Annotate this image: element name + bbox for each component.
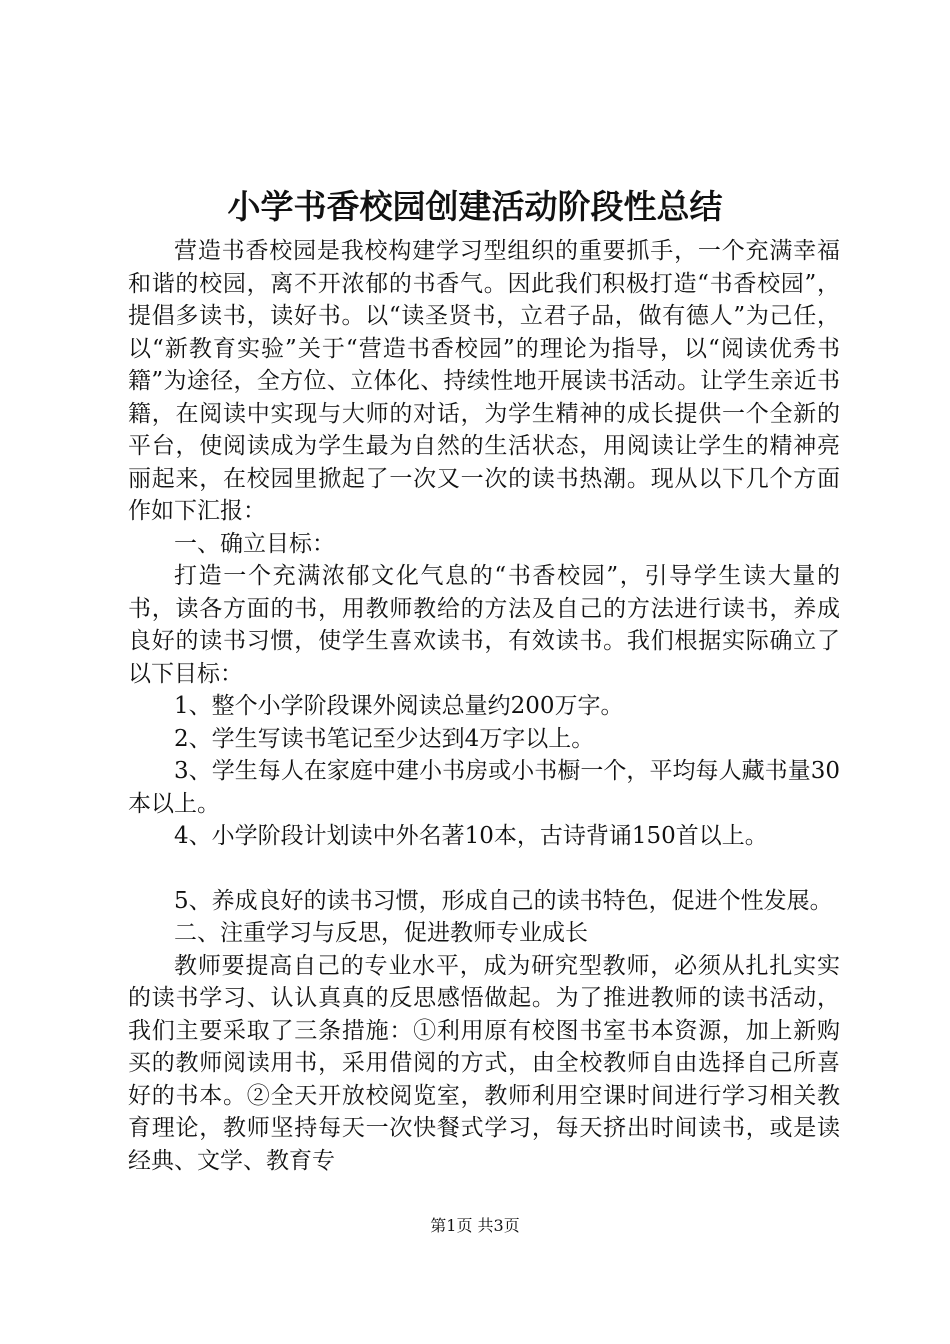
document-title: 小学书香校园创建活动阶段性总结 <box>227 187 723 226</box>
page-indicator: 第1页 共3页 <box>430 1216 520 1235</box>
document-body <box>128 235 840 1177</box>
goals-paragraph: 打造一个充满浓郁文化气息的“书香校园”，引导学生读大量的书，读各方面的书，用教师教给的方法及自己的方法进行读书，养成良好的读书习惯，使学生喜欢读书，有效读书。我们根据实际确立了以下目标： <box>128 563 840 687</box>
section-heading-teacher-growth: 二、注重学习与反思，促进教师专业成长 <box>174 920 588 946</box>
goal-item-1: 1、整个小学阶段课外阅读总量约200万字。 <box>174 693 624 719</box>
goal-item-2: 2、学生写读书笔记至少达到4万字以上。 <box>174 725 595 752</box>
goal-item-3: 3、学生每人在家庭中建小书房或小书橱一个，平均每人藏书量30本以上。 <box>128 758 840 817</box>
goal-item-5: 5、养成良好的读书习惯，形成自己的读书特色，促进个性发展。 <box>174 887 833 914</box>
teacher-growth-paragraph: 教师要提高自己的专业水平，成为研究型教师，必须从扎扎实实的读书学习、认认真真的反思感悟做起。为了推进教师的读书活动，我们主要采取了三条措施：①利用原有校图书室书本资源，加上新购买的教师阅读用书，采用借阅的方式，由全校教师自由选择自己所喜好的书本。②全天开放校阅览室，教师利用空课时间进行学习相关教育理论，教师坚持每天一次快餐式学习，每天挤出时间读书，或是读经典、文学、教育专 <box>128 952 840 1174</box>
section-heading-goals: 一、确立目标： <box>174 530 335 557</box>
goal-item-4: 4、小学阶段计划读中外名著10本，古诗背诵150首以上。 <box>174 823 768 849</box>
intro-paragraph: 营造书香校园是我校构建学习型组织的重要抓手，一个充满幸福和谐的校园，离不开浓郁的书香气。因此我们积极打造“书香校园”，提倡多读书，读好书。以“读圣贤书，立君子品，做有德人”为己任，以“新教育实验”关于“营造书香校园”的理论为指导，以“阅读优秀书籍”为途径，全方位、立体化、持续性地开展读书活动。让学生亲近书籍，在阅读中实现与大师的对话，为学生精神的成长提供一个全新的平台，使阅读成为学生最为自然的生活状态，用阅读让学生的精神亮丽起来，在校园里掀起了一次又一次的读书热潮。现从以下几个方面作如下汇报： <box>128 238 840 524</box>
